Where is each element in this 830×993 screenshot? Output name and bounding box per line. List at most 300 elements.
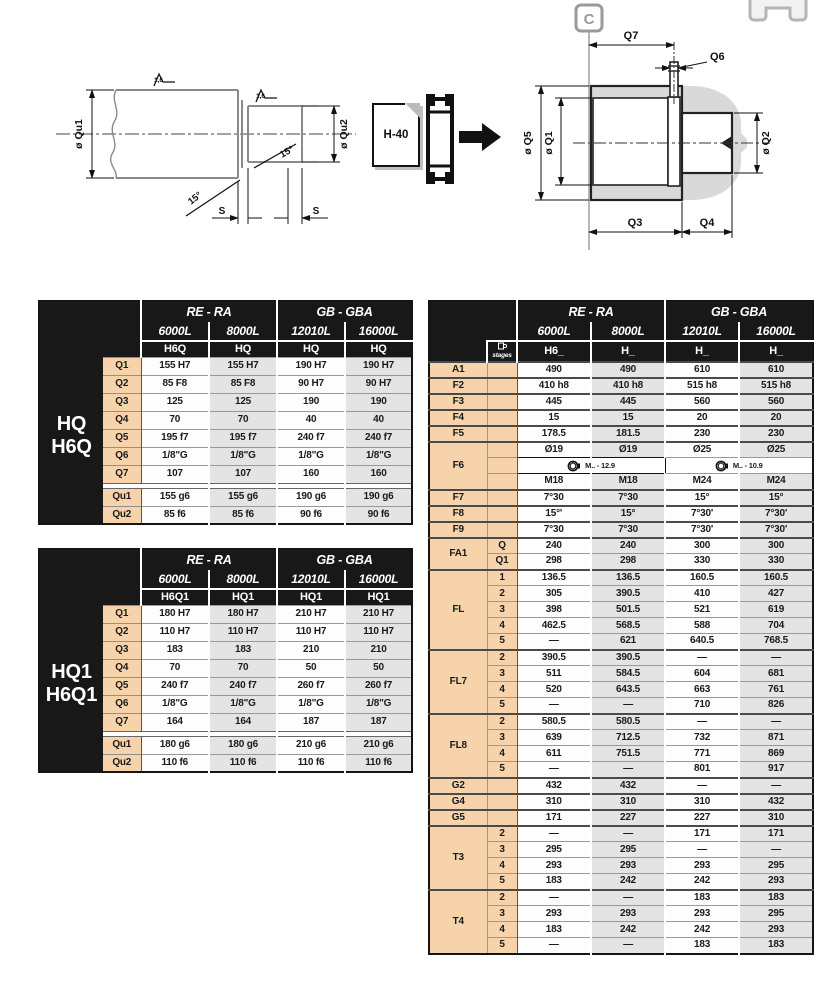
size-header: 6000L (141, 570, 209, 589)
table-row (429, 634, 813, 650)
cell: — (517, 826, 591, 842)
dimension-table (38, 548, 413, 773)
cell: 242 (591, 874, 665, 890)
cell: 50 (345, 659, 412, 677)
group-row-label: G5 (429, 810, 487, 826)
cell: 462.5 (517, 618, 591, 634)
cell: 110 f6 (209, 754, 277, 772)
cell: 110 f6 (141, 754, 209, 772)
table-row (429, 698, 813, 714)
group-header: GB - GBA (277, 301, 412, 322)
stage-cell (487, 378, 517, 394)
table-row (429, 570, 813, 586)
h40-document-label: H-40 (383, 129, 409, 141)
cell: 560 (665, 394, 739, 410)
cell: — (665, 842, 739, 858)
model-header: HQ1 (277, 589, 345, 605)
group-row-label: F9 (429, 522, 487, 538)
group-header: RE - RA (141, 301, 277, 322)
row-label: Q1 (103, 605, 141, 623)
group-header: RE - RA (517, 301, 665, 322)
table-row (429, 938, 813, 954)
cell: 568.5 (591, 618, 665, 634)
row-label: Q6 (103, 447, 141, 465)
row-label: Q4 (103, 659, 141, 677)
group-header: RE - RA (141, 549, 277, 570)
stages-header-label: stages (492, 352, 512, 359)
cell: 520 (517, 682, 591, 698)
cell: 295 (739, 858, 813, 874)
cell: 240 (591, 538, 665, 554)
dim-label-s1: S (218, 206, 226, 217)
cell: 183 (517, 874, 591, 890)
cell: 305 (517, 586, 591, 602)
cell: 190 g6 (277, 488, 345, 506)
cell: 1/8"G (277, 695, 345, 713)
row-label: Q2 (103, 375, 141, 393)
series-label (39, 549, 103, 772)
cell: 310 (665, 794, 739, 810)
table-row (429, 458, 813, 474)
size-header: 16000L (345, 322, 412, 341)
document-fold-shade (405, 103, 420, 118)
cell: 125 (209, 393, 277, 411)
cell: 70 (209, 411, 277, 429)
cell: 210 g6 (345, 736, 412, 754)
row-label: Qu2 (103, 754, 141, 772)
cell: 293 (739, 922, 813, 938)
cell: 164 (209, 713, 277, 731)
table-row (429, 666, 813, 682)
series-name: H6Q1 (45, 683, 98, 706)
cell: 110 f6 (345, 754, 412, 772)
cell: 521 (665, 602, 739, 618)
group-row-label: G2 (429, 778, 487, 794)
screw-class-label: M.. - 10.9 (732, 460, 763, 470)
cell: 610 (739, 362, 813, 378)
stage-cell: 5 (487, 634, 517, 650)
cell: 732 (665, 730, 739, 746)
model-header: HQ (277, 341, 345, 357)
cell: 330 (665, 554, 739, 570)
gear-stages-icon (498, 342, 507, 350)
cell: 751.5 (591, 746, 665, 762)
coupling-part-icon (424, 92, 456, 186)
cell: 619 (739, 602, 813, 618)
table-row (429, 682, 813, 698)
cell: 7°30' (739, 506, 813, 522)
table-row (429, 426, 813, 442)
cell: — (591, 890, 665, 906)
cell: — (591, 762, 665, 778)
cell: 210 H7 (345, 605, 412, 623)
stage-cell: 3 (487, 906, 517, 922)
cell: 110 H7 (277, 623, 345, 641)
dim-label-q5: ø Q5 (522, 131, 534, 155)
cell: 90 f6 (345, 506, 412, 524)
cell: 85 F8 (141, 375, 209, 393)
hex-socket-bolt-icon (567, 460, 580, 472)
table-row (429, 858, 813, 874)
model-header: H_ (739, 341, 813, 362)
stage-cell: 4 (487, 682, 517, 698)
cell: — (665, 714, 739, 730)
cell: 164 (141, 713, 209, 731)
table-row (429, 538, 813, 554)
stage-cell (487, 490, 517, 506)
cell: 768.5 (739, 634, 813, 650)
group-row-label: F7 (429, 490, 487, 506)
cell: 160.5 (739, 570, 813, 586)
model-header: HQ1 (345, 589, 412, 605)
cell: 1/8"G (277, 447, 345, 465)
cell: Ø19 (591, 442, 665, 458)
hub-drawing (455, 0, 827, 262)
group-row-label: F5 (429, 426, 487, 442)
cell: 490 (591, 362, 665, 378)
cell: 7°30' (665, 522, 739, 538)
cell: 183 (517, 922, 591, 938)
h40-document-icon (372, 103, 420, 167)
size-header: 6000L (141, 322, 209, 341)
stage-cell: 2 (487, 826, 517, 842)
table-row (429, 554, 813, 570)
cell: 293 (517, 906, 591, 922)
table-row (429, 618, 813, 634)
cell: 15° (739, 490, 813, 506)
cell: — (665, 778, 739, 794)
cell: 242 (665, 874, 739, 890)
cell: 187 (345, 713, 412, 731)
dim-label-q7: Q7 (623, 30, 639, 42)
cell: M18 (591, 474, 665, 490)
cell: 584.5 (591, 666, 665, 682)
group-row-label: FL (429, 570, 487, 650)
screw-class-cell (665, 458, 813, 474)
cell: 107 (141, 465, 209, 483)
model-header: H6Q1 (141, 589, 209, 605)
stage-cell: 5 (487, 762, 517, 778)
model-header: H6_ (517, 341, 591, 362)
cell: — (591, 698, 665, 714)
stage-cell: Q (487, 538, 517, 554)
dimension-table (428, 300, 814, 955)
table-row (429, 746, 813, 762)
cell: 293 (591, 906, 665, 922)
cell: 826 (739, 698, 813, 714)
cell: 110 H7 (209, 623, 277, 641)
cell: 183 (739, 938, 813, 954)
stage-cell: 3 (487, 842, 517, 858)
cell: 171 (665, 826, 739, 842)
group-row-label: F2 (429, 378, 487, 394)
stage-cell (487, 522, 517, 538)
row-label: Q4 (103, 411, 141, 429)
table-row (429, 778, 813, 794)
size-header: 16000L (739, 322, 813, 341)
group-header: GB - GBA (665, 301, 813, 322)
cell: 663 (665, 682, 739, 698)
cell: 183 (209, 641, 277, 659)
cell: 295 (591, 842, 665, 858)
cell: 295 (517, 842, 591, 858)
cell: 90 f6 (277, 506, 345, 524)
balloon-label: C (583, 11, 595, 28)
cell: 227 (665, 810, 739, 826)
cell: 190 (345, 393, 412, 411)
cell: 180 H7 (209, 605, 277, 623)
dim-label-qu1: ø Qu1 (73, 119, 85, 149)
cell: 761 (739, 682, 813, 698)
cell: — (517, 762, 591, 778)
cell: 445 (591, 394, 665, 410)
hex-socket-bolt-icon (715, 460, 728, 472)
table-row (429, 922, 813, 938)
dim-label-q1: ø Q1 (543, 131, 555, 155)
stage-cell (487, 394, 517, 410)
shaft-drawing (50, 42, 372, 254)
table-row (429, 762, 813, 778)
cell: 15 (517, 410, 591, 426)
cell: 210 (277, 641, 345, 659)
row-label: Qu1 (103, 736, 141, 754)
cell: 70 (141, 411, 209, 429)
cell: M18 (517, 474, 591, 490)
model-header: HQ1 (209, 589, 277, 605)
cell: 515 h8 (665, 378, 739, 394)
stage-cell: Q1 (487, 554, 517, 570)
cell: 240 (517, 538, 591, 554)
cell: 704 (739, 618, 813, 634)
cell: 110 f6 (277, 754, 345, 772)
cell: 195 f7 (141, 429, 209, 447)
cell: 90 H7 (277, 375, 345, 393)
cell: 85 F8 (209, 375, 277, 393)
stage-cell (487, 506, 517, 522)
header-spacer (429, 322, 517, 341)
model-header: HQ (209, 341, 277, 357)
stage-cell: 5 (487, 874, 517, 890)
dim-q6 (655, 62, 707, 68)
cell: 560 (739, 394, 813, 410)
table-row (429, 794, 813, 810)
group-row-label: F6 (429, 442, 487, 490)
cell: 445 (517, 394, 591, 410)
cell: 110 H7 (141, 623, 209, 641)
stage-cell (487, 362, 517, 378)
cell: Ø25 (665, 442, 739, 458)
cell: 643.5 (591, 682, 665, 698)
cell: 160.5 (665, 570, 739, 586)
cell: 298 (517, 554, 591, 570)
cell: — (739, 842, 813, 858)
cell: 771 (665, 746, 739, 762)
table-row (429, 714, 813, 730)
table-row (429, 506, 813, 522)
size-header: 6000L (517, 322, 591, 341)
cell: 40 (345, 411, 412, 429)
stage-cell: 2 (487, 890, 517, 906)
header-spacer (429, 301, 517, 322)
cell: 107 (209, 465, 277, 483)
series-name: HQ1 (51, 661, 92, 684)
cell: 155 g6 (141, 488, 209, 506)
stage-cell (487, 410, 517, 426)
cell: 178.5 (517, 426, 591, 442)
stage-cell: 4 (487, 858, 517, 874)
cell: 310 (739, 810, 813, 826)
dim-label-q3: Q3 (627, 217, 643, 229)
group-row-label: T3 (429, 826, 487, 890)
table-row (429, 890, 813, 906)
stage-cell: 2 (487, 714, 517, 730)
group-row-label: F8 (429, 506, 487, 522)
cell: M24 (665, 474, 739, 490)
cell: — (739, 778, 813, 794)
table-row (429, 602, 813, 618)
cell: 300 (665, 538, 739, 554)
cell: 7°30 (517, 522, 591, 538)
cell: 501.5 (591, 602, 665, 618)
cell: M24 (739, 474, 813, 490)
dim-label-q2: ø Q2 (760, 131, 772, 155)
finish-label-2: 1,6 (256, 93, 266, 100)
stage-cell (487, 778, 517, 794)
stage-cell (487, 458, 517, 474)
cell: 398 (517, 602, 591, 618)
table-row (429, 410, 813, 426)
cell: 85 f6 (209, 506, 277, 524)
cell: 15° (665, 490, 739, 506)
cell: 160 (277, 465, 345, 483)
table-row (429, 522, 813, 538)
row-label: Q3 (103, 393, 141, 411)
stage-cell (487, 794, 517, 810)
cell: 639 (517, 730, 591, 746)
cell: 155 g6 (209, 488, 277, 506)
cell: 190 H7 (345, 357, 412, 375)
cell: 190 g6 (345, 488, 412, 506)
series-label (39, 301, 103, 524)
cell: 293 (517, 858, 591, 874)
table-row (429, 826, 813, 842)
header-spacer (103, 301, 141, 357)
stage-cell: 4 (487, 922, 517, 938)
cell: 580.5 (517, 714, 591, 730)
cell: 610 (665, 362, 739, 378)
size-header: 8000L (209, 322, 277, 341)
table-row (429, 442, 813, 458)
cell: 180 g6 (141, 736, 209, 754)
cell: 432 (591, 778, 665, 794)
size-header: 12010L (665, 322, 739, 341)
stage-cell (487, 426, 517, 442)
model-header: HQ (345, 341, 412, 357)
row-label: Q7 (103, 465, 141, 483)
table-row (429, 490, 813, 506)
cell: 917 (739, 762, 813, 778)
cell: 1/8"G (209, 695, 277, 713)
header-spacer (103, 549, 141, 605)
cell: 7°30' (739, 522, 813, 538)
group-row-label: T4 (429, 890, 487, 954)
group-row-label: FL7 (429, 650, 487, 714)
table-row (429, 362, 813, 378)
cell: 15°' (517, 506, 591, 522)
cell: — (591, 826, 665, 842)
cell: 604 (665, 666, 739, 682)
dim-label-s2: S (312, 206, 320, 217)
flange-icon (750, 0, 806, 20)
cell: 183 (141, 641, 209, 659)
screw-class-label: M.. - 12.9 (585, 460, 615, 470)
cell: 50 (277, 659, 345, 677)
cell: 180 H7 (141, 605, 209, 623)
size-header: 12010L (277, 322, 345, 341)
cell: 227 (591, 810, 665, 826)
row-label: Q6 (103, 695, 141, 713)
cell: 293 (739, 874, 813, 890)
cell: 136.5 (517, 570, 591, 586)
table-row (429, 650, 813, 666)
chamfer-label-1: 15° (186, 189, 205, 208)
model-header: H_ (591, 341, 665, 362)
row-label: Qu1 (103, 488, 141, 506)
cell: 298 (591, 554, 665, 570)
dim-q1 (555, 98, 591, 185)
table-row (429, 394, 813, 410)
cell: 611 (517, 746, 591, 762)
row-label: Q1 (103, 357, 141, 375)
table-row (429, 730, 813, 746)
cell: — (517, 698, 591, 714)
cell: 183 (665, 938, 739, 954)
cell: 160 (345, 465, 412, 483)
cell: 300 (739, 538, 813, 554)
table-row (429, 810, 813, 826)
group-row-label: A1 (429, 362, 487, 378)
cell: 293 (665, 858, 739, 874)
cell: 621 (591, 634, 665, 650)
dimension-table (38, 300, 413, 525)
cell: 110 H7 (345, 623, 412, 641)
stage-cell (487, 810, 517, 826)
cell: 260 f7 (345, 677, 412, 695)
stage-cell: 2 (487, 586, 517, 602)
cell: 260 f7 (277, 677, 345, 695)
cell: 230 (739, 426, 813, 442)
chamfer-label-2: 15° (278, 143, 296, 161)
cell: 90 H7 (345, 375, 412, 393)
cell: 869 (739, 746, 813, 762)
stage-cell (487, 442, 517, 458)
model-header: H_ (665, 341, 739, 362)
cell: 180 g6 (209, 736, 277, 754)
cell: — (517, 938, 591, 954)
cell: 330 (739, 554, 813, 570)
stage-cell: 1 (487, 570, 517, 586)
cell: 1/8"G (345, 447, 412, 465)
series-name: H6Q (51, 435, 92, 458)
row-label: Q3 (103, 641, 141, 659)
cell: 70 (141, 659, 209, 677)
dim-s2 (274, 168, 328, 224)
cell: 1/8"G (141, 695, 209, 713)
cell: 85 f6 (141, 506, 209, 524)
stage-cell: 3 (487, 730, 517, 746)
cell: 410 (665, 586, 739, 602)
cell: 427 (739, 586, 813, 602)
